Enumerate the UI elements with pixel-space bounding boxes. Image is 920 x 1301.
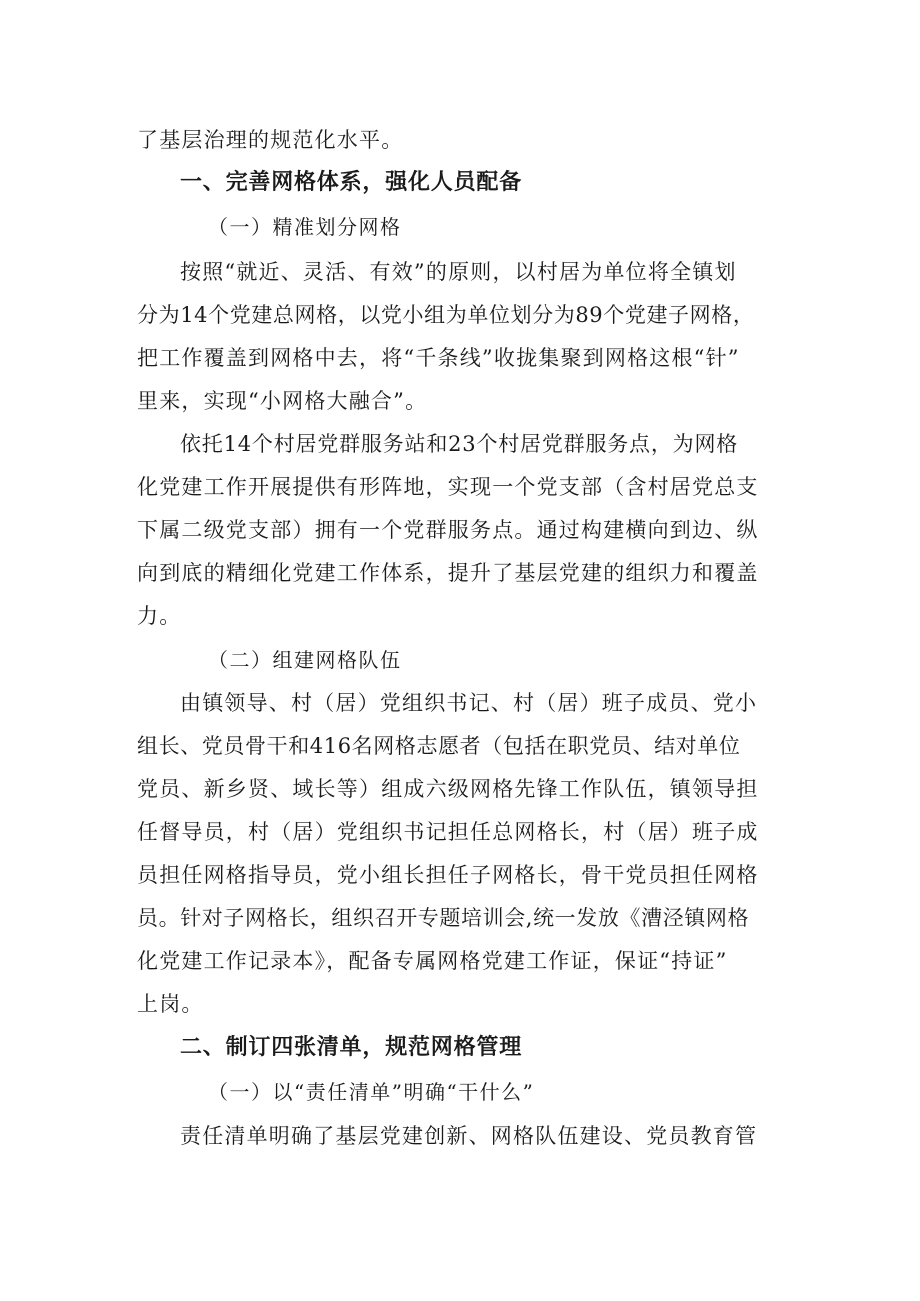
text-line-21: 上岗。	[137, 992, 204, 1016]
text-line-14: 由镇领导、村（居）党组织书记、村（居）班子成员、党小	[180, 691, 758, 715]
text-line-16: 党员、新乡贤、域长等）组成六级网格先锋工作队伍，镇领导担	[137, 777, 759, 801]
text-line-10: 下属二级党支部）拥有一个党群服务点。通过构建横向到边、纵	[137, 518, 759, 542]
subsection-heading-1-2: （二）组建网格队伍	[208, 648, 402, 672]
text-line-15: 组长、党员骨干和416名网格志愿者（包括在职党员、结对单位	[137, 734, 741, 758]
text-line-1: 了基层治理的规范化水平。	[137, 128, 404, 152]
subsection-heading-2-1: （一）以“责任清单”明确“干什么”	[208, 1080, 535, 1104]
text-line-5: 分为14个党建总网格，以党小组为单位划分为89个党建子网格，	[137, 303, 755, 327]
text-line-18: 员担任网格指导员，党小组长担任子网格长，骨干党员担任网格	[137, 863, 759, 887]
text-line-19: 员。针对子网格长，组织召开专题培训会,统一发放《漕泾镇网格	[137, 906, 750, 930]
text-line-8: 依托14个村居党群服务站和23个村居党群服务点，为网格	[180, 432, 739, 456]
text-line-9: 化党建工作开展提供有形阵地，实现一个党支部（含村居党总支	[137, 475, 759, 499]
text-line-24: 责任清单明确了基层党建创新、网格队伍建设、党员教育管	[180, 1124, 758, 1148]
text-line-12: 力。	[137, 604, 182, 628]
section-heading-2: 二、制订四张清单，规范网格管理	[180, 1035, 523, 1060]
text-line-11: 向到底的精细化党建工作体系，提升了基层党建的组织力和覆盖	[137, 561, 759, 585]
text-line-7: 里来，实现“小网格大融合”。	[137, 389, 428, 413]
text-line-4: 按照“就近、灵活、有效”的原则，以村居为单位将全镇划	[180, 260, 737, 284]
text-line-6: 把工作覆盖到网格中去，将“千条线”收拢集聚到网格这根“针”	[137, 346, 740, 370]
subsection-heading-1-1: （一）精准划分网格	[208, 215, 402, 239]
text-line-17: 任督导员，村（居）党组织书记担任总网格长，村（居）班子成	[137, 820, 759, 844]
text-line-20: 化党建工作记录本》，配备专属网格党建工作证，保证“持证”	[137, 949, 728, 973]
section-heading-1: 一、完善网格体系，强化人员配备	[180, 170, 523, 195]
